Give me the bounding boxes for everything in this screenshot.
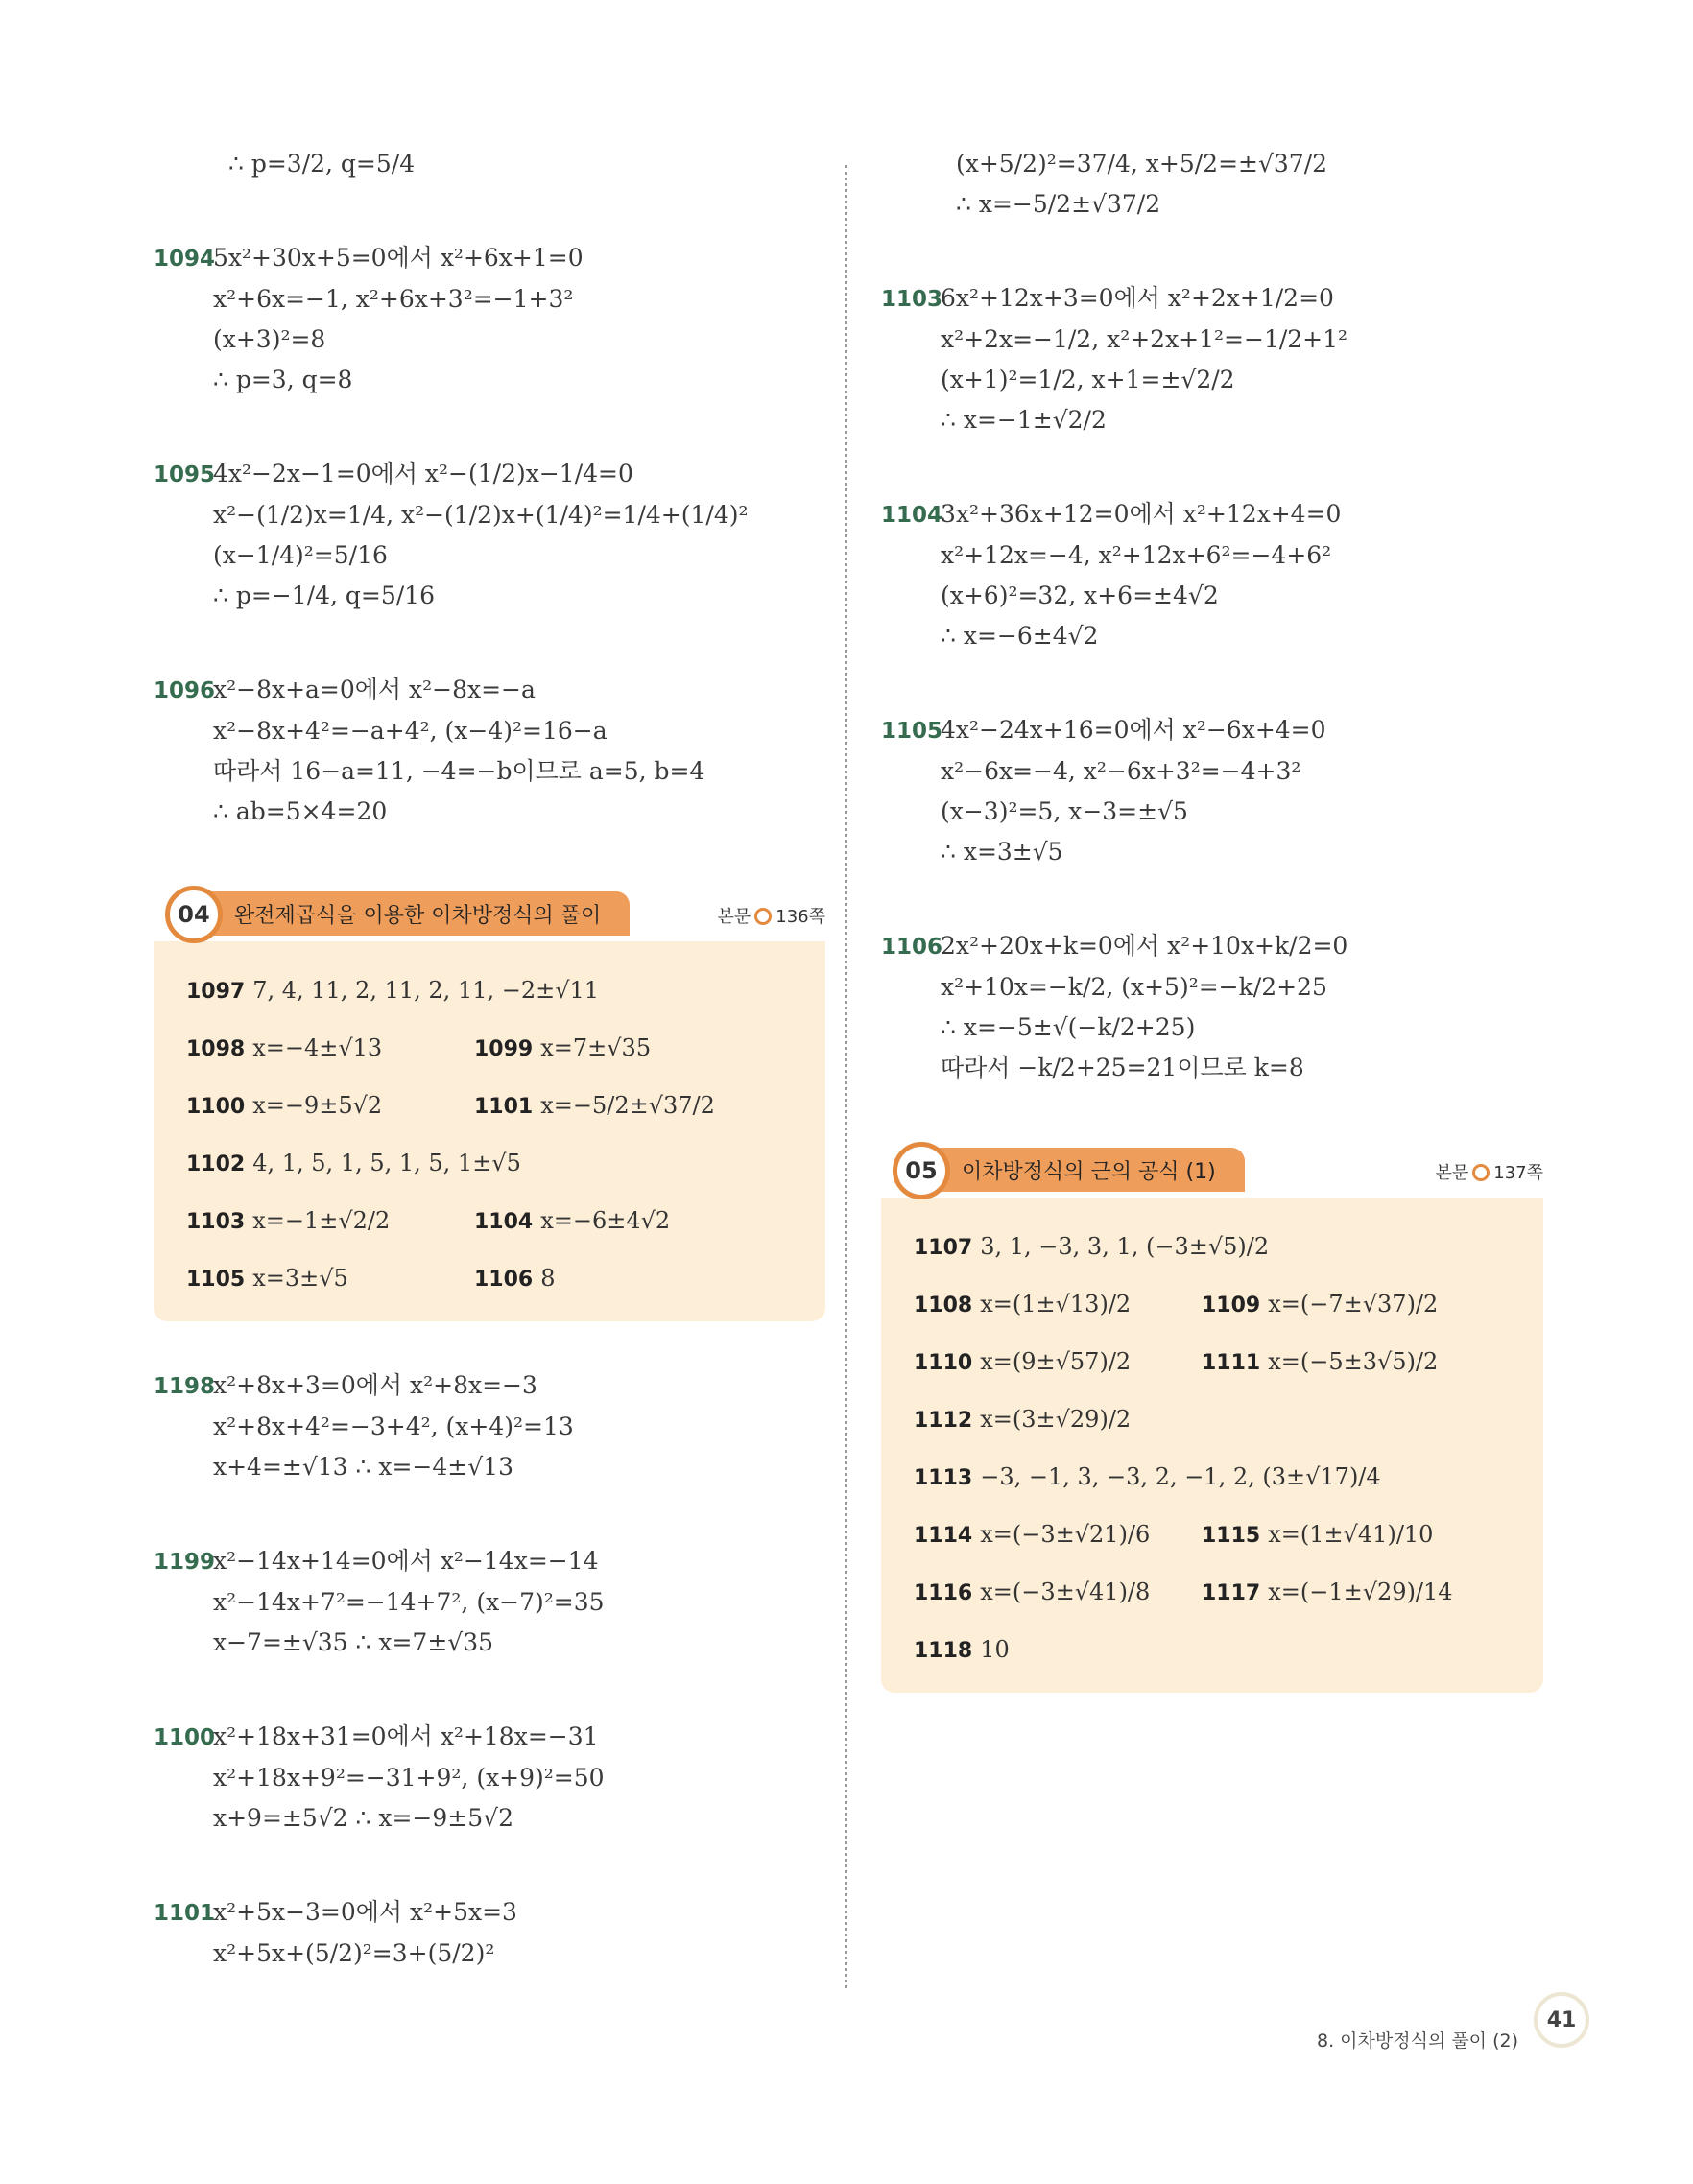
circle-arrow-icon — [754, 908, 772, 925]
solution-line: x²−6x=−4, x²−6x+3²=−4+3² — [941, 757, 1301, 785]
answer-1112 — [914, 1391, 1516, 1449]
problem-first-line — [154, 454, 825, 495]
answer-1115 — [1202, 1507, 1490, 1564]
problem-number: 1105 — [881, 719, 943, 744]
answer-1118 — [914, 1622, 1516, 1679]
problem-first-line — [154, 1365, 825, 1407]
answer-text: x=−5/2±√37/2 — [540, 1092, 715, 1119]
problem-first-line — [154, 1892, 825, 1934]
solution-line: x²+12x=−4, x²+12x+6²=−4+6² — [941, 541, 1332, 569]
left-problems — [154, 238, 825, 832]
answer-number: 1101 — [474, 1095, 534, 1119]
answer-1111 — [1202, 1334, 1490, 1391]
solution-line: x+9=±5√2 ∴ x=−9±5√2 — [213, 1804, 513, 1832]
solution-line: (x+5/2)²=37/4, x+5/2=±√37/2 — [956, 150, 1328, 178]
answer-1100 — [186, 1078, 474, 1135]
column-divider — [845, 165, 847, 1988]
solution-text: 3x²+36x+12=0에서 x²+12x+4=0 — [941, 500, 1342, 528]
answer-text: x=(−3±√41)/8 — [980, 1579, 1151, 1605]
solution-text: 6x²+12x+3=0에서 x²+2x+1/2=0 — [941, 284, 1334, 312]
solution-line: ∴ x=3±√5 — [941, 838, 1063, 866]
answer-text: x=−1±√2/2 — [252, 1207, 391, 1234]
problem-first-line — [881, 710, 1543, 751]
problem-number: 1094 — [154, 247, 216, 272]
solution-line: ∴ x=−5/2±√37/2 — [956, 190, 1161, 218]
section-number-badge: 05 — [893, 1142, 950, 1199]
ref-page: 137쪽 — [1493, 1163, 1543, 1183]
answer-1098 — [186, 1020, 474, 1078]
solution-text: x²+5x−3=0에서 x²+5x=3 — [213, 1898, 517, 1926]
answer-number: 1097 — [186, 980, 246, 1004]
answer-number: 1114 — [914, 1524, 973, 1548]
answer-row — [186, 1078, 799, 1135]
problem-1094 — [154, 238, 825, 400]
answer-text: x=−4±√13 — [252, 1034, 383, 1061]
solution-line: x²+5x+(5/2)²=3+(5/2)² — [213, 1939, 495, 1967]
answer-text: x=(−1±√29)/14 — [1268, 1579, 1453, 1605]
solution-text: x²+8x+3=0에서 x²+8x=−3 — [213, 1371, 537, 1399]
answer-box-05 — [881, 1198, 1543, 1693]
problem-1104 — [881, 494, 1543, 656]
solution-line: x²−14x+7²=−14+7², (x−7)²=35 — [213, 1588, 605, 1616]
answer-number: 1112 — [914, 1409, 973, 1433]
problem-first-line — [881, 926, 1543, 967]
section-page-ref — [717, 903, 825, 928]
answer-row — [186, 1135, 799, 1193]
answer-1105 — [186, 1250, 474, 1308]
section-header-04 — [154, 886, 825, 941]
answer-row — [186, 1193, 799, 1250]
answer-row — [186, 1250, 799, 1308]
solution-text: 4x²−24x+16=0에서 x²−6x+4=0 — [941, 716, 1326, 744]
answer-row — [914, 1276, 1516, 1334]
solution-line: x²+8x+4²=−3+4², (x+4)²=13 — [213, 1412, 574, 1440]
solution-line: (x+6)²=32, x+6=±4√2 — [941, 582, 1219, 609]
answer-row — [914, 1564, 1516, 1622]
section-number-badge: 04 — [165, 886, 223, 943]
problem-first-line — [154, 1541, 825, 1582]
answer-row — [914, 1334, 1516, 1391]
solution-text: 4x²−2x−1=0에서 x²−(1/2)x−1/4=0 — [213, 460, 633, 487]
problem-1100 — [154, 1717, 825, 1839]
answer-number: 1102 — [186, 1152, 246, 1176]
answer-row — [914, 1449, 1516, 1507]
answer-number: 1098 — [186, 1037, 246, 1061]
left-problems-2 — [154, 1365, 825, 1974]
solution-text: x²−14x+14=0에서 x²−14x=−14 — [213, 1547, 599, 1575]
section-title: 이차방정식의 근의 공식 (1) — [919, 1148, 1245, 1192]
solution-line: x²−(1/2)x=1/4, x²−(1/2)x+(1/4)²=1/4+(1/4)² — [213, 501, 749, 529]
answer-text: x=(1±√41)/10 — [1268, 1521, 1434, 1548]
answer-text: 4, 1, 5, 1, 5, 1, 5, 1±√5 — [252, 1150, 521, 1176]
continued-solution-1101 — [881, 144, 1543, 225]
answer-1097 — [186, 962, 799, 1020]
problem-first-line — [154, 670, 825, 711]
solution-text: x²+18x+31=0에서 x²+18x=−31 — [213, 1722, 599, 1750]
answer-number: 1103 — [186, 1210, 246, 1234]
ref-label: 본문 — [717, 907, 751, 927]
problem-1101 — [154, 1892, 825, 1974]
solution-line: (x+3)²=8 — [213, 325, 326, 353]
solution-line: ∴ p=−1/4, q=5/16 — [213, 582, 435, 609]
answer-text: x=7±√35 — [540, 1034, 652, 1061]
answer-number: 1108 — [914, 1294, 973, 1318]
answer-1114 — [914, 1507, 1202, 1564]
answer-text: x=(−5±3√5)/2 — [1268, 1348, 1439, 1375]
problem-first-line — [881, 278, 1543, 320]
answer-text: 8 — [540, 1265, 556, 1292]
problem-number: 1199 — [154, 1550, 216, 1575]
answer-text: 10 — [980, 1636, 1010, 1663]
answer-number: 1105 — [186, 1268, 246, 1292]
chapter-footer: 8. 이차방정식의 풀이 (2) — [1317, 2030, 1518, 2052]
ref-label: 본문 — [1435, 1163, 1469, 1183]
answer-row — [186, 962, 799, 1020]
answer-number: 1115 — [1202, 1524, 1261, 1548]
problem-1095 — [154, 454, 825, 616]
problem-1096 — [154, 670, 825, 832]
solution-text: 2x²+20x+k=0에서 x²+10x+k/2=0 — [941, 932, 1348, 960]
solution-line: x²+10x=−k/2, (x+5)²=−k/2+25 — [941, 973, 1327, 1001]
problem-first-line — [881, 494, 1543, 535]
answer-number: 1111 — [1202, 1351, 1261, 1375]
answer-text: x=−9±5√2 — [252, 1092, 383, 1119]
solution-line: ∴ p=3, q=8 — [213, 366, 353, 393]
answer-1113 — [914, 1449, 1516, 1507]
problem-first-line — [154, 1717, 825, 1758]
answer-1106 — [474, 1250, 762, 1308]
answer-1099 — [474, 1020, 762, 1078]
answer-row — [914, 1219, 1516, 1276]
page-number: 41 — [1534, 1992, 1589, 2048]
answer-1102 — [186, 1135, 799, 1193]
answer-text: 3, 1, −3, 3, 1, (−3±√5)/2 — [980, 1233, 1270, 1260]
right-column — [881, 144, 1543, 1737]
answer-row — [914, 1622, 1516, 1679]
solution-line: x²−8x+4²=−a+4², (x−4)²=16−a — [213, 717, 608, 745]
problem-number: 1104 — [881, 503, 943, 528]
answer-1116 — [914, 1564, 1202, 1622]
answer-text: x=(−3±√21)/6 — [980, 1521, 1151, 1548]
left-column — [154, 144, 825, 2028]
answer-text: −3, −1, 3, −3, 2, −1, 2, (3±√17)/4 — [980, 1463, 1381, 1490]
section-page-ref — [1435, 1159, 1543, 1184]
answer-1107 — [914, 1219, 1516, 1276]
ref-page: 136쪽 — [775, 907, 825, 927]
problem-1198 — [154, 1365, 825, 1487]
answer-text: x=(−7±√37)/2 — [1268, 1291, 1439, 1318]
answer-number: 1109 — [1202, 1294, 1261, 1318]
answer-text: x=(3±√29)/2 — [980, 1406, 1132, 1433]
solution-text: 5x²+30x+5=0에서 x²+6x+1=0 — [213, 244, 584, 272]
answer-number: 1099 — [474, 1037, 534, 1061]
problem-number: 1100 — [154, 1725, 216, 1750]
answer-number: 1116 — [914, 1581, 973, 1605]
solution-line: 따라서 −k/2+25=21이므로 k=8 — [941, 1054, 1304, 1081]
solution-line: ∴ x=−1±√2/2 — [941, 406, 1107, 434]
answer-number: 1107 — [914, 1236, 973, 1260]
solution-line: ∴ x=−6±4√2 — [941, 622, 1099, 650]
answer-number: 1104 — [474, 1210, 534, 1234]
answer-1104 — [474, 1193, 762, 1250]
problem-number: 1106 — [881, 935, 943, 960]
problem-1103 — [881, 278, 1543, 440]
right-problems — [881, 278, 1543, 1088]
solution-line: (x−1/4)²=5/16 — [213, 541, 388, 569]
answer-1103 — [186, 1193, 474, 1250]
solution-line: x+4=±√13 ∴ x=−4±√13 — [213, 1453, 513, 1481]
solution-line: x²+6x=−1, x²+6x+3²=−1+3² — [213, 285, 574, 313]
answer-number: 1113 — [914, 1466, 973, 1490]
solution-text: x²−8x+a=0에서 x²−8x=−a — [213, 676, 536, 703]
answer-number: 1106 — [474, 1268, 534, 1292]
section-title: 완전제곱식을 이용한 이차방정식의 풀이 — [192, 891, 630, 936]
answer-row — [186, 1020, 799, 1078]
answer-text: x=−6±4√2 — [540, 1207, 671, 1234]
continued-solution — [154, 144, 825, 184]
answer-1110 — [914, 1334, 1202, 1391]
answer-1108 — [914, 1276, 1202, 1334]
solution-line: 따라서 16−a=11, −4=−b이므로 a=5, b=4 — [213, 757, 705, 785]
problem-1105 — [881, 710, 1543, 872]
answer-number: 1118 — [914, 1639, 973, 1663]
problem-number: 1096 — [154, 678, 216, 703]
problem-number: 1101 — [154, 1901, 216, 1926]
solution-line: x−7=±√35 ∴ x=7±√35 — [213, 1628, 494, 1656]
solution-line: ∴ ab=5×4=20 — [213, 797, 388, 825]
answer-text: 7, 4, 11, 2, 11, 2, 11, −2±√11 — [252, 977, 600, 1004]
answer-row — [914, 1391, 1516, 1449]
answer-number: 1110 — [914, 1351, 973, 1375]
answer-text: x=3±√5 — [252, 1265, 348, 1292]
answer-text: x=(9±√57)/2 — [980, 1348, 1132, 1375]
problem-1106 — [881, 926, 1543, 1088]
solution-line: (x−3)²=5, x−3=±√5 — [941, 797, 1188, 825]
answer-1117 — [1202, 1564, 1490, 1622]
answer-box-04 — [154, 941, 825, 1321]
answer-1109 — [1202, 1276, 1490, 1334]
answer-number: 1117 — [1202, 1581, 1261, 1605]
answer-number: 1100 — [186, 1095, 246, 1119]
answer-row — [914, 1507, 1516, 1564]
problem-1199 — [154, 1541, 825, 1663]
problem-first-line — [154, 238, 825, 279]
solution-line: x²+2x=−1/2, x²+2x+1²=−1/2+1² — [941, 325, 1348, 353]
section-header-05 — [881, 1142, 1543, 1198]
solution-line: ∴ x=−5±√(−k/2+25) — [941, 1013, 1196, 1041]
circle-arrow-icon — [1472, 1164, 1490, 1181]
answer-text: x=(1±√13)/2 — [980, 1291, 1132, 1318]
problem-number: 1103 — [881, 287, 943, 312]
solution-line: x²+18x+9²=−31+9², (x+9)²=50 — [213, 1764, 605, 1792]
problem-number: 1198 — [154, 1374, 216, 1399]
solution-line: ∴ p=3/2, q=5/4 — [228, 150, 416, 178]
solution-line: (x+1)²=1/2, x+1=±√2/2 — [941, 366, 1235, 393]
problem-number: 1095 — [154, 463, 216, 487]
answer-1101 — [474, 1078, 762, 1135]
